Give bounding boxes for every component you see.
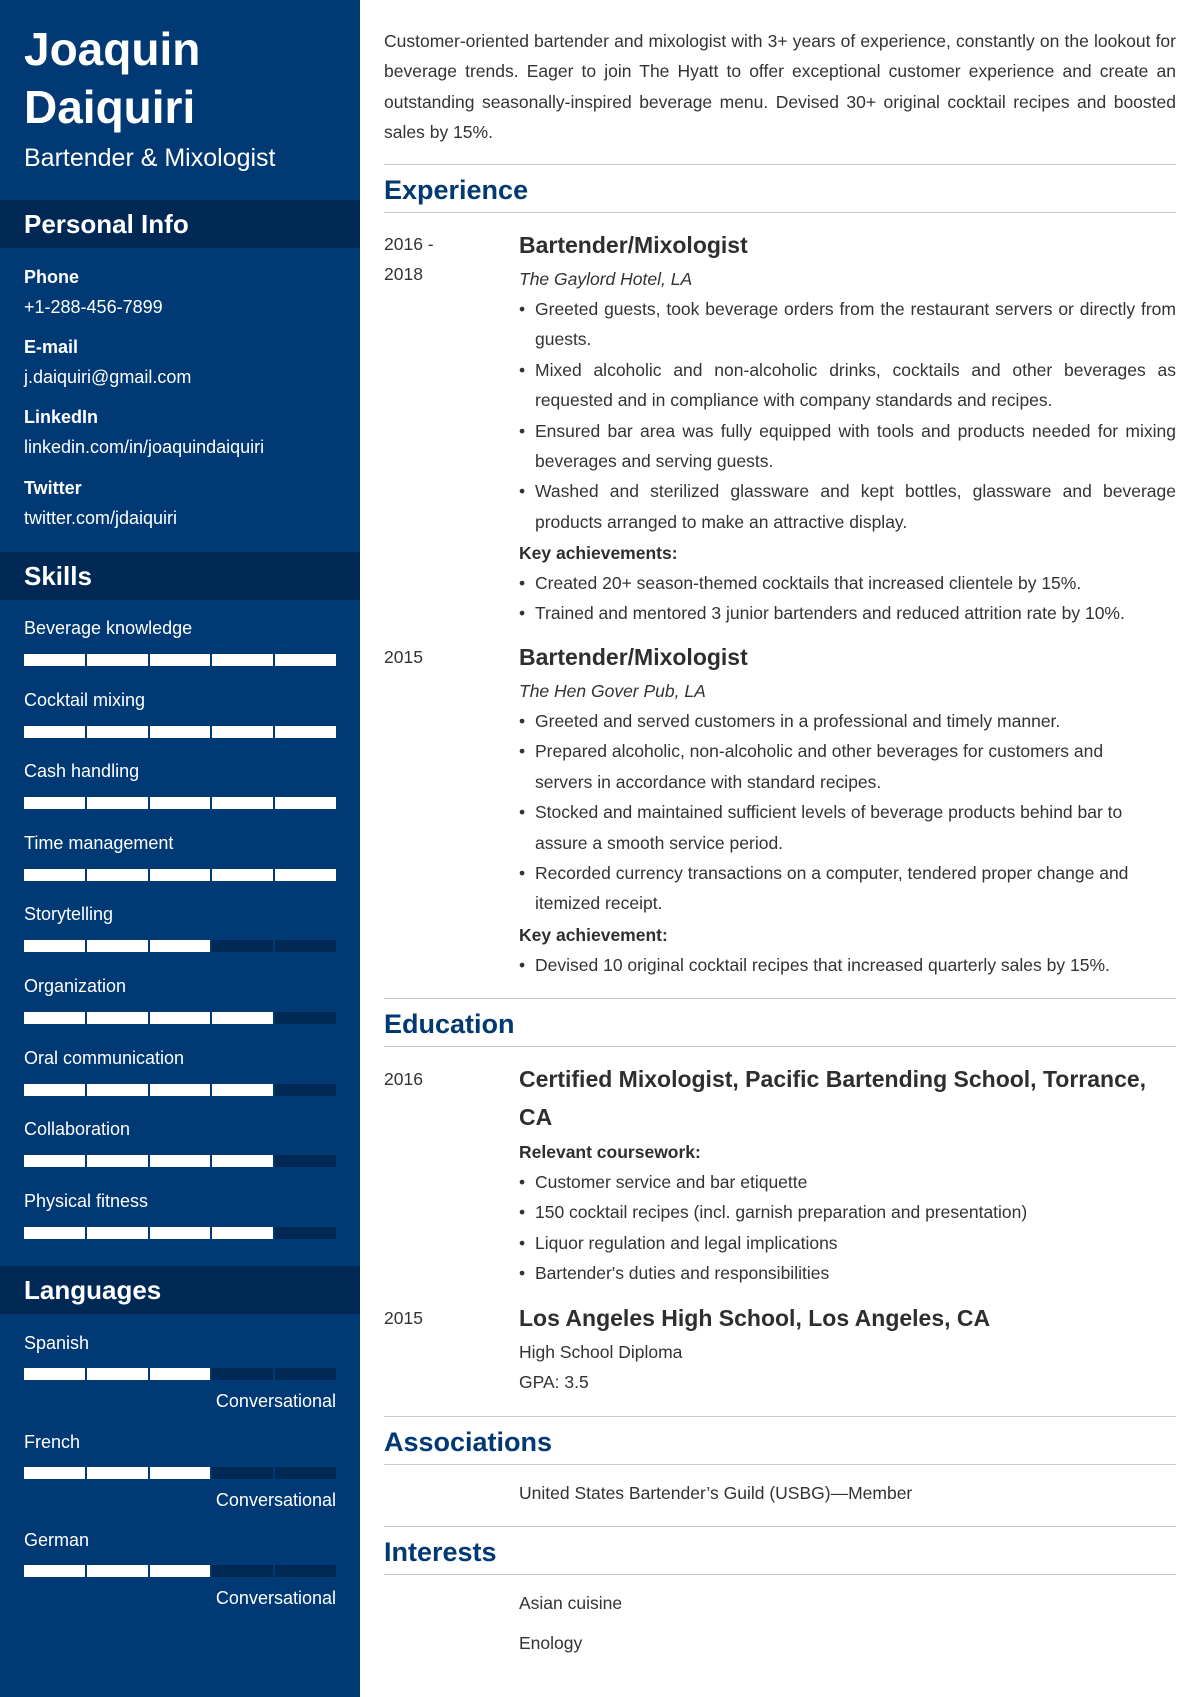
list-item: • Mixed alcoholic and non-alcoholic drinks, cocktails and other beverages as requested and in compliance with company standards and recipes. bbox=[519, 355, 1176, 416]
level-bar-segment bbox=[148, 1467, 150, 1479]
level-bar-segment bbox=[85, 1155, 87, 1167]
level-bar-segment bbox=[210, 797, 212, 809]
level-bar bbox=[24, 1012, 336, 1024]
level-bar-segment bbox=[210, 654, 212, 666]
languages-heading: Languages bbox=[0, 1266, 360, 1314]
level-bar-segment bbox=[148, 1012, 150, 1024]
job-duties bbox=[519, 294, 1176, 537]
level-bar-segment bbox=[210, 1155, 212, 1167]
skills-heading: Skills bbox=[0, 552, 360, 600]
phone-label: Phone bbox=[24, 267, 80, 287]
education-heading: Education bbox=[384, 1009, 515, 1039]
divider bbox=[384, 1464, 1176, 1465]
education-gpa: GPA: 3.5 bbox=[519, 1372, 589, 1392]
skill-name: Time management bbox=[24, 833, 174, 853]
job-title: Bartender/Mixologist bbox=[519, 232, 748, 258]
level-bar bbox=[24, 726, 336, 738]
level-bar-segment bbox=[148, 1565, 150, 1577]
level-bar-segment bbox=[210, 1227, 212, 1239]
job-company: The Hen Gover Pub, LA bbox=[519, 681, 706, 701]
list-item: • Greeted guests, took beverage orders from the restaurant servers or directly from guests. bbox=[519, 294, 1176, 355]
level-bar-segment bbox=[210, 1565, 212, 1577]
level-bar-segment bbox=[85, 1227, 87, 1239]
level-bar-segment bbox=[148, 1155, 150, 1167]
divider bbox=[384, 1526, 1176, 1527]
level-bar bbox=[24, 797, 336, 809]
level-bar-segment bbox=[273, 654, 275, 666]
education-date: 2015 bbox=[384, 1308, 423, 1328]
level-bar-segment bbox=[273, 1155, 275, 1167]
profile-summary: Customer-oriented bartender and mixologist with 3+ years of experience, constantly on the lookout for beverage trends. Eager to join The Hyatt to offer exceptional customer experience and create an outstanding seasonally-inspired beverage menu. Devised 30+ original cocktail recipes and boosted sales by 15%. bbox=[384, 31, 1176, 143]
level-bar-segment bbox=[210, 1368, 212, 1380]
level-bar-segment bbox=[148, 869, 150, 881]
experience-heading: Experience bbox=[384, 175, 529, 205]
level-bar-segment bbox=[273, 1368, 275, 1380]
level-bar-segment bbox=[85, 940, 87, 952]
level-bar-segment bbox=[148, 726, 150, 738]
coursework-heading: Relevant coursework: bbox=[519, 1142, 701, 1162]
level-bar bbox=[24, 1155, 336, 1167]
level-bar bbox=[24, 1565, 336, 1577]
level-bar-fill bbox=[24, 1565, 211, 1577]
level-bar-segment bbox=[85, 1368, 87, 1380]
list-item: • Greeted and served customers in a professional and timely manner. bbox=[519, 706, 1176, 736]
list-item: • Bartender's duties and responsibilities bbox=[519, 1258, 1176, 1288]
level-bar-segment bbox=[273, 940, 275, 952]
divider bbox=[384, 164, 1176, 165]
email-label: E-mail bbox=[24, 337, 79, 357]
level-bar-segment bbox=[273, 1012, 275, 1024]
list-item: • Devised 10 original cocktail recipes that increased quarterly sales by 15%. bbox=[519, 950, 1176, 980]
skill-name: Storytelling bbox=[24, 904, 114, 924]
level-bar-segment bbox=[148, 940, 150, 952]
divider bbox=[384, 998, 1176, 999]
list-item: • Ensured bar area was fully equipped with tools and products needed for mixing beverages and serving guests. bbox=[519, 416, 1176, 477]
linkedin-label: LinkedIn bbox=[24, 407, 99, 427]
level-bar-fill bbox=[24, 940, 211, 952]
job-title: Bartender & Mixologist bbox=[24, 144, 276, 172]
level-bar-segment bbox=[85, 1467, 87, 1479]
level-bar bbox=[24, 1084, 336, 1096]
level-bar-segment bbox=[210, 940, 212, 952]
list-item: • Liquor regulation and legal implications bbox=[519, 1228, 1176, 1258]
language-name: German bbox=[24, 1530, 90, 1550]
level-bar-segment bbox=[273, 869, 275, 881]
list-item: • Recorded currency transactions on a computer, tendered proper change and itemized receipt. bbox=[519, 858, 1176, 919]
linkedin-value[interactable]: linkedin.com/in/joaquindaiquiri bbox=[24, 437, 265, 457]
level-bar bbox=[24, 1368, 336, 1380]
skill-name: Oral communication bbox=[24, 1048, 185, 1068]
job-duties bbox=[519, 706, 1176, 919]
divider bbox=[384, 1416, 1176, 1417]
list-item: • 150 cocktail recipes (incl. garnish preparation and presentation) bbox=[519, 1197, 1176, 1227]
level-bar-segment bbox=[85, 1012, 87, 1024]
list-item: • Washed and sterilized glassware and kept bottles, glassware and beverage products arranged to make an attractive display. bbox=[519, 476, 1176, 537]
divider bbox=[384, 1046, 1176, 1047]
level-bar-segment bbox=[85, 1084, 87, 1096]
level-bar bbox=[24, 869, 336, 881]
level-bar-segment bbox=[85, 797, 87, 809]
language-name: French bbox=[24, 1432, 81, 1452]
language-level: Conversational bbox=[215, 1391, 336, 1411]
level-bar-segment bbox=[273, 1227, 275, 1239]
achievements-heading: Key achievements: bbox=[519, 543, 678, 563]
level-bar-segment bbox=[85, 654, 87, 666]
job-date: 2015 bbox=[384, 647, 423, 667]
achievements-heading: Key achievement: bbox=[519, 925, 668, 945]
level-bar-segment bbox=[273, 1467, 275, 1479]
list-item: • Stocked and maintained sufficient levels of beverage products behind bar to assure a smooth service period. bbox=[519, 797, 1176, 858]
level-bar-fill bbox=[24, 1467, 211, 1479]
level-bar-fill bbox=[24, 797, 336, 809]
list-item: • Customer service and bar etiquette bbox=[519, 1167, 1176, 1197]
phone-value[interactable]: +1-288-456-7899 bbox=[24, 297, 163, 317]
level-bar bbox=[24, 1227, 336, 1239]
job-company: The Gaylord Hotel, LA bbox=[519, 269, 693, 289]
skill-name: Cash handling bbox=[24, 761, 140, 781]
divider bbox=[384, 212, 1176, 213]
candidate-name: Joaquin Daiquiri bbox=[24, 23, 201, 133]
level-bar-segment bbox=[148, 1227, 150, 1239]
education-title: Certified Mixologist, Pacific Bartending School, Torrance, CA bbox=[519, 1066, 1147, 1130]
level-bar bbox=[24, 940, 336, 952]
association-item: United States Bartender’s Guild (USBG)—Member bbox=[519, 1483, 913, 1503]
level-bar-segment bbox=[148, 1368, 150, 1380]
level-bar-segment bbox=[85, 869, 87, 881]
education-date: 2016 bbox=[384, 1069, 423, 1089]
skill-name: Physical fitness bbox=[24, 1191, 149, 1211]
language-level: Conversational bbox=[215, 1490, 336, 1510]
level-bar-segment bbox=[273, 797, 275, 809]
email-value[interactable]: j.daiquiri@gmail.com bbox=[24, 367, 192, 387]
list-item: • Trained and mentored 3 junior bartenders and reduced attrition rate by 10%. bbox=[519, 598, 1176, 628]
job-date: 2016 - 2018 bbox=[384, 234, 434, 285]
level-bar-segment bbox=[273, 726, 275, 738]
coursework-list bbox=[519, 1167, 1176, 1289]
level-bar-fill bbox=[24, 654, 336, 666]
level-bar-segment bbox=[273, 1084, 275, 1096]
level-bar-segment bbox=[85, 726, 87, 738]
education-title: Los Angeles High School, Los Angeles, CA bbox=[519, 1305, 991, 1331]
level-bar-segment bbox=[148, 1084, 150, 1096]
associations-heading: Associations bbox=[384, 1427, 553, 1457]
interests-heading: Interests bbox=[384, 1537, 497, 1567]
language-name: Spanish bbox=[24, 1333, 90, 1353]
interest-item: Asian cuisine bbox=[519, 1593, 623, 1613]
level-bar-segment bbox=[210, 1467, 212, 1479]
twitter-value[interactable]: twitter.com/jdaiquiri bbox=[24, 508, 178, 528]
divider bbox=[384, 1574, 1176, 1575]
level-bar-segment bbox=[85, 1565, 87, 1577]
level-bar-segment bbox=[148, 654, 150, 666]
skill-name: Organization bbox=[24, 976, 127, 996]
level-bar-segment bbox=[210, 726, 212, 738]
personal-info-heading: Personal Info bbox=[0, 200, 360, 248]
job-achievements bbox=[519, 568, 1176, 629]
level-bar-segment bbox=[210, 869, 212, 881]
education-detail: High School Diploma bbox=[519, 1342, 683, 1362]
interest-item: Enology bbox=[519, 1633, 583, 1653]
language-level: Conversational bbox=[215, 1588, 336, 1608]
level-bar-segment bbox=[210, 1084, 212, 1096]
skill-name: Cocktail mixing bbox=[24, 690, 146, 710]
skill-name: Collaboration bbox=[24, 1119, 131, 1139]
level-bar-fill bbox=[24, 726, 336, 738]
skill-name: Beverage knowledge bbox=[24, 618, 193, 638]
level-bar bbox=[24, 654, 336, 666]
level-bar-fill bbox=[24, 869, 336, 881]
level-bar-segment bbox=[273, 1565, 275, 1577]
list-item: • Created 20+ season-themed cocktails that increased clientele by 15%. bbox=[519, 568, 1176, 598]
sidebar bbox=[0, 0, 360, 1697]
level-bar bbox=[24, 1467, 336, 1479]
list-item: • Prepared alcoholic, non-alcoholic and other beverages for customers and servers in accordance with standard recipes. bbox=[519, 736, 1176, 797]
level-bar-segment bbox=[210, 1012, 212, 1024]
job-title: Bartender/Mixologist bbox=[519, 644, 748, 670]
job-achievements bbox=[519, 950, 1176, 980]
level-bar-segment bbox=[148, 797, 150, 809]
twitter-label: Twitter bbox=[24, 478, 82, 498]
level-bar-fill bbox=[24, 1368, 211, 1380]
